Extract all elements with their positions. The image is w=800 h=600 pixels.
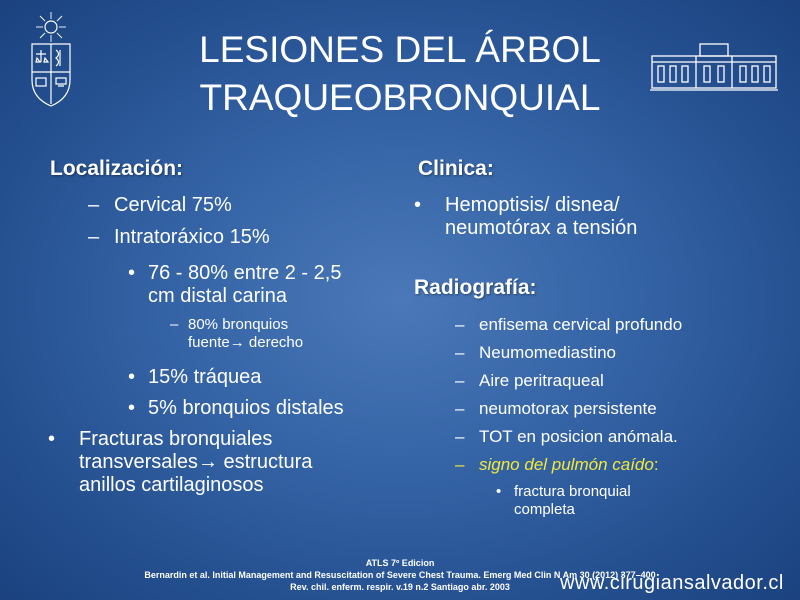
bullet-marker: •: [48, 428, 56, 450]
bullet-marker: •: [496, 483, 502, 500]
dash-marker: –: [455, 371, 465, 390]
sub-item-76-80-line1: 76 - 80% entre 2 - 2,5: [148, 262, 342, 284]
reference-line-3: Rev. chil. enferm. respir. v.19 n.2 Santiago abr. 2003: [290, 582, 510, 592]
fractura-line1: fractura bronquial: [514, 483, 631, 500]
bronquios-line1: 80% bronquios: [188, 316, 289, 333]
fracturas-line1: Fracturas bronquiales: [79, 428, 273, 450]
clinica-line2: neumotórax a tensión: [445, 217, 638, 239]
bullet-marker: •: [128, 366, 136, 388]
list-item-text: Neumomediastino: [479, 343, 617, 362]
sub-sub-item-bronquios: [170, 316, 370, 352]
slide-title: [0, 26, 800, 122]
clinica-heading: Clinica:: [418, 157, 494, 180]
website-watermark: www.cirugiansalvador.cl: [560, 572, 784, 594]
clinica-item: [414, 194, 734, 240]
arrow-icon: →: [229, 334, 245, 351]
bronquios-line2b: derecho: [244, 334, 304, 351]
dash-marker: –: [170, 316, 179, 333]
fractura-line2: completa: [514, 501, 575, 518]
bullet-marker: •: [128, 397, 136, 419]
fractura-bronquial-item: [496, 483, 716, 519]
dash-marker: –: [455, 455, 465, 474]
radiografia-list: [455, 315, 775, 483]
dash-marker: –: [455, 315, 465, 334]
list-item: [455, 343, 775, 371]
dash-marker: –: [455, 427, 465, 446]
list-item-highlighted: [455, 455, 775, 483]
bronquios-line2a: fuente: [188, 334, 230, 351]
cervical-text: Cervical 75%: [114, 194, 232, 216]
intratoraxico-text: Intratoráxico 15%: [114, 226, 270, 248]
title-line-1: LESIONES DEL ÁRBOL: [199, 29, 601, 70]
title-line-2: TRAQUEOBRONQUIAL: [199, 77, 601, 118]
sub-item-traquea: [128, 366, 262, 389]
bullet-marker: •: [414, 194, 422, 216]
bullet-marker: •: [128, 262, 136, 284]
cervical-item: [88, 194, 232, 217]
arrow-icon: →: [197, 451, 218, 473]
list-item-text: enfisema cervical profundo: [479, 315, 683, 334]
intratoraxico-item: [88, 226, 270, 249]
localizacion-heading: Localización:: [50, 157, 184, 180]
fracturas-item: [48, 428, 398, 497]
list-item: [455, 427, 775, 455]
dash-marker: –: [88, 194, 100, 216]
radiografia-heading: Radiografía:: [414, 276, 537, 299]
clinica-line1: Hemoptisis/ disnea/: [445, 194, 620, 216]
dash-marker: –: [88, 226, 100, 248]
signo-pulmon-caido-text: signo del pulmón caído: [479, 455, 654, 474]
list-item-text: neumotorax persistente: [479, 399, 657, 418]
list-item-text: Aire peritraqueal: [479, 371, 604, 390]
sub-item-bronquios-distales: [128, 397, 344, 420]
reference-line-1: ATLS 7º Edicion: [365, 558, 435, 568]
list-item: [455, 399, 775, 427]
dash-marker: –: [455, 399, 465, 418]
sub-item-76-80: [128, 262, 398, 308]
sub-item-76-80-line2: cm distal carina: [148, 285, 287, 307]
fracturas-line2a: transversales: [79, 451, 198, 473]
traquea-text: 15% tráquea: [148, 366, 262, 388]
list-item-text: TOT en posicion anómala.: [479, 427, 678, 446]
colon: :: [653, 455, 659, 474]
dash-marker: –: [455, 343, 465, 362]
bronquios-distales-text: 5% bronquios distales: [148, 397, 344, 419]
list-item: [455, 371, 775, 399]
list-item: [455, 315, 775, 343]
fracturas-line2b: estructura: [217, 451, 313, 473]
fracturas-line3: anillos cartilaginosos: [79, 474, 264, 496]
reference-line-2: Bernardin et al. Initial Management and Resuscitation of Severe Chest Trauma. Emerg Med Clin N Am 30 (2012) 377–400: [144, 570, 656, 580]
